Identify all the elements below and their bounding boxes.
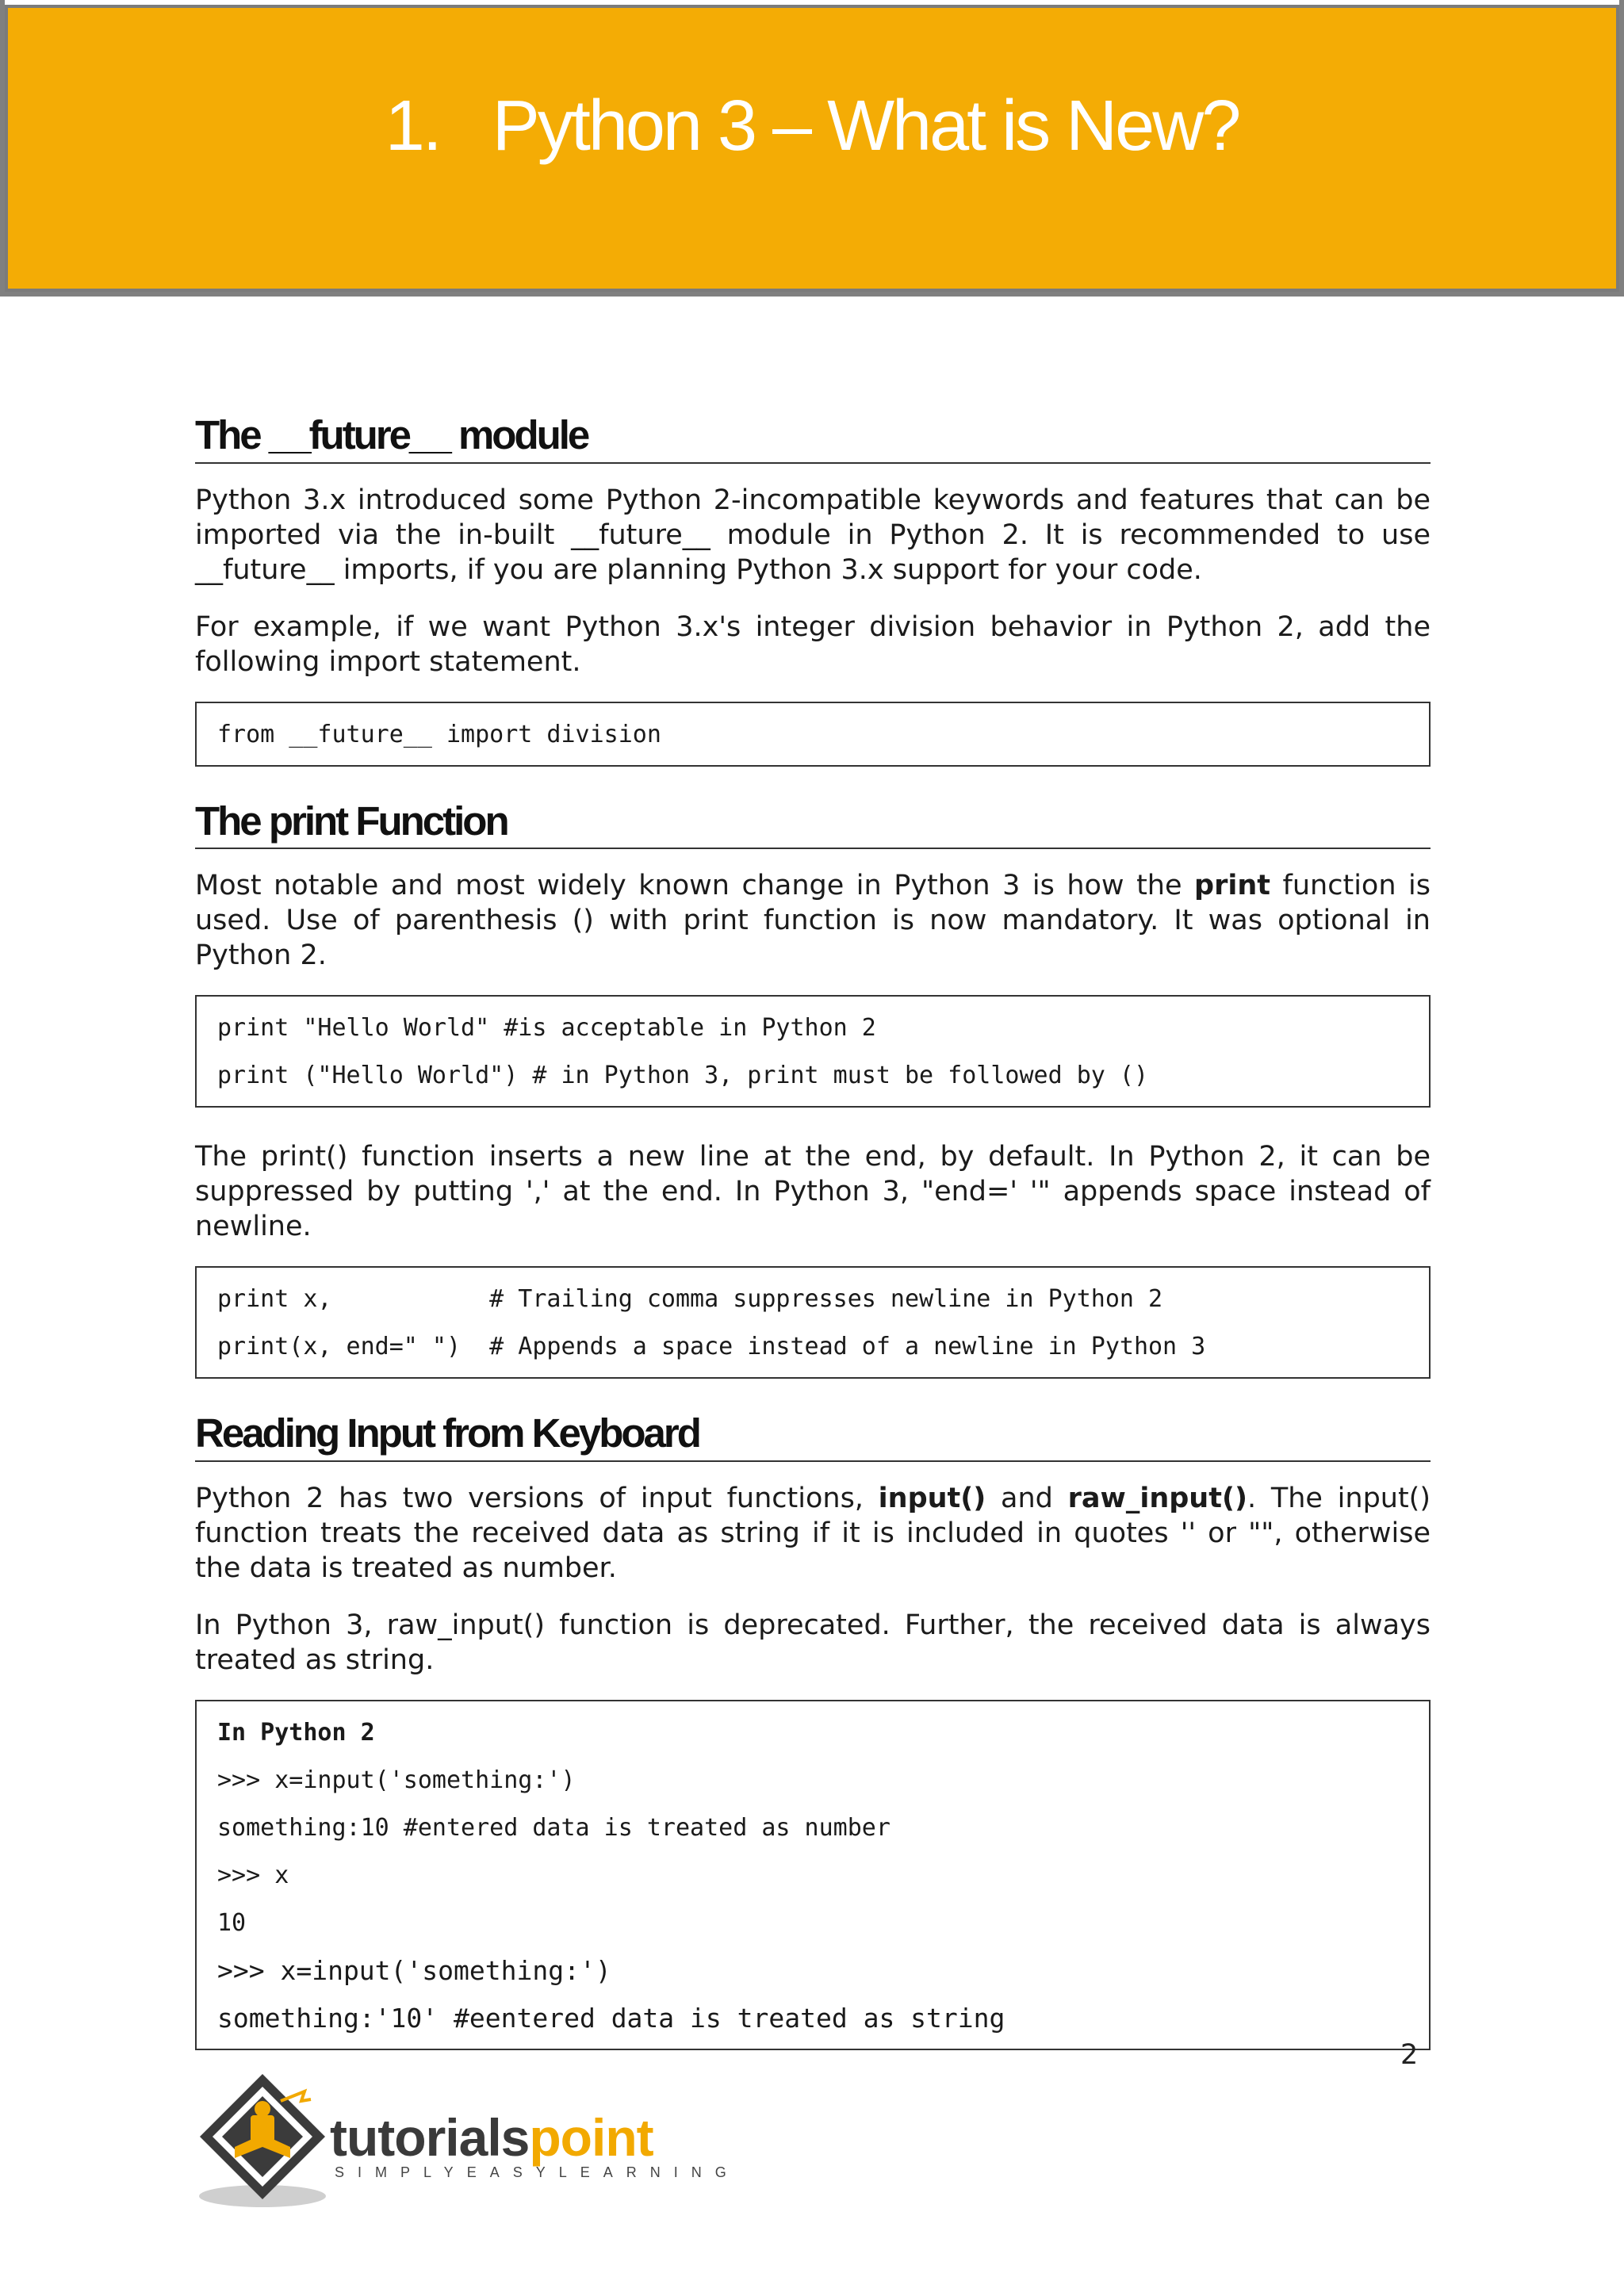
paragraph [195,868,1431,973]
paragraph [195,1481,1431,1586]
code-line: print "Hello World" #is acceptable in Python 2 [217,1014,876,1043]
text-run: Python 2 has two versions of input functions, [195,1482,879,1514]
code-line: from __future__ import division [217,720,661,748]
chapter-banner [5,5,1619,292]
paragraph: For example, if we want Python 3.x's integer division behavior in Python 2, add the following import statement. [195,610,1431,678]
logo-word-tutorials: tutorials [330,2108,530,2167]
code-line: >>> x=input('something:') [217,1766,576,1794]
section-heading: The print Function [195,798,1431,850]
code-block [195,702,1431,767]
bold-term: print [1194,870,1271,902]
logo-mark-icon [195,2069,330,2212]
code-line: something:'10' #eentered data is treated as string [217,2002,1005,2034]
page-number: 2 [1400,2039,1419,2071]
code-line: print(x, end=" ") # Appends a space instead of a newline in Python 3 [217,1333,1206,1361]
code-line: print x, # Trailing comma suppresses newline in Python 2 [217,1285,1163,1314]
code-line: 10 [217,1908,247,1937]
code-line: something:10 #entered data is treated as number [217,1813,891,1842]
chapter-title: 1. Python 3 – What is New? [385,86,1239,166]
logo-wordmark [330,2107,653,2168]
code-line: In Python 2 [217,1718,375,1747]
text-run: function is used. Use of parenthesis () with print function is now mandatory. It was optional in Python 2. [195,870,1431,972]
code-line: print ("Hello World") # in Python 3, print must be followed by () [217,1062,1148,1090]
text-run: Most notable and most widely known change in Python 3 is how the [195,870,1195,902]
code-block [195,1700,1431,2050]
section-future-module [195,412,1431,767]
code-line: >>> x=input('something:') [217,1954,611,1986]
section-heading: The __future__ module [195,412,1431,464]
text-run: . The input() function treats the received data as string if it is included in quotes '' or "", otherwise the data is treated as number. [195,1482,1431,1584]
paragraph: Python 3.x introduced some Python 2-incompatible keywords and features that can be imported via the in-built __future__ module in Python 2. It is recommended to use __future__ imports, if you are planning Python 3.x support for your code. [195,484,1431,586]
bold-term: input() [878,1482,986,1514]
code-block [195,995,1431,1108]
section-reading-input [195,1410,1431,2050]
page-content [195,412,1431,2082]
tutorialspoint-logo [195,2069,740,2212]
paragraph: The print() function inserts a new line at the end, by default. In Python 2, it can be suppressed by putting ',' at the end. In Python 3, "end=' '" appends space instead of newline. [195,1141,1431,1243]
paragraph: In Python 3, raw_input() function is deprecated. Further, the received data is always treated as string. [195,1609,1431,1676]
logo-word-point: point [529,2108,653,2167]
section-print-function [195,798,1431,1380]
section-heading: Reading Input from Keyboard [195,1410,1431,1462]
bold-term: raw_input() [1067,1482,1247,1514]
code-line: >>> x [217,1861,289,1889]
text-run: and [986,1482,1068,1514]
code-block [195,1266,1431,1379]
logo-tagline: SIMPLYEASYLEARNING [335,2164,740,2180]
